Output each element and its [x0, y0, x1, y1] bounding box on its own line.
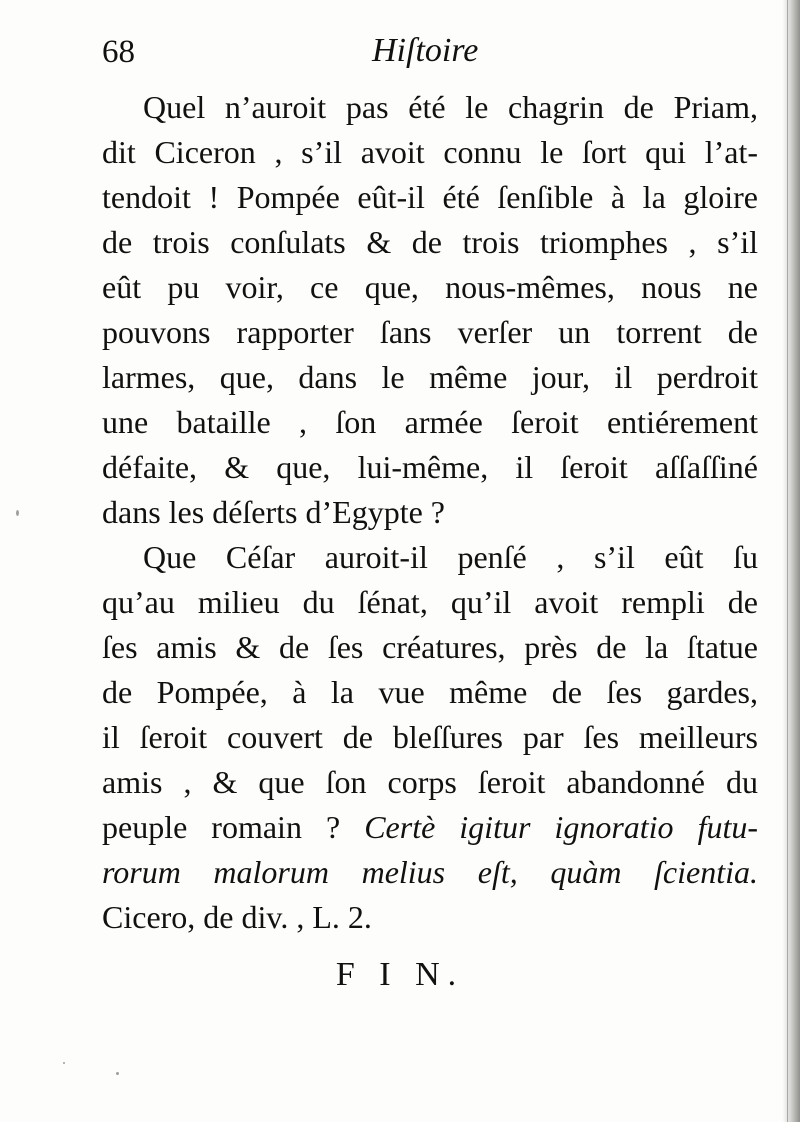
latin-quotation: Certè igitur ignoratio futu- — [364, 809, 759, 845]
ink-speck — [16, 510, 19, 516]
roman-text: peuple romain ? — [102, 809, 365, 845]
ink-speck — [63, 1062, 65, 1064]
ink-speck — [116, 1072, 119, 1075]
text-line: pouvons rapporter ſans verſer un torrent de — [102, 314, 758, 350]
body-text — [102, 85, 758, 940]
text-line: ſes amis & de ſes créatures, près de la ſtatue — [102, 629, 758, 665]
text-line: Quel n’auroit pas été le chagrin de Priam, — [143, 89, 758, 125]
text-line: il ſeroit couvert de bleſſures par ſes meilleurs — [102, 719, 758, 755]
running-title: Hiſtoire — [372, 32, 479, 69]
latin-quotation-end: rorum malorum melius eſt, quàm ſcientia. — [102, 854, 758, 890]
mixed-text-line — [102, 805, 758, 850]
paragraph-1 — [102, 85, 758, 535]
fin-marker: F I N. — [335, 956, 465, 993]
text-line: larmes, que, dans le même jour, il perdroit — [102, 359, 758, 395]
text-line: de trois conſulats & de trois triomphes , s’il — [102, 224, 758, 260]
text-line: défaite, & que, lui-même, il ſeroit aſſaſſiné — [102, 449, 758, 485]
text-line: qu’au milieu du ſénat, qu’il avoit rempli de — [102, 584, 758, 620]
text-line: une bataille , ſon armée ſeroit entiérement — [102, 404, 758, 440]
page-number: 68 — [102, 34, 135, 70]
text-line: amis , & que ſon corps ſeroit abandonné du — [102, 764, 758, 800]
citation-line: Cicero, de div. , L. 2. — [102, 899, 372, 935]
italic-text-line — [102, 850, 758, 895]
text-line: tendoit ! Pompée eût-il été ſenſible à la gloire — [102, 179, 758, 215]
text-line: de Pompée, à la vue même de ſes gardes, — [102, 674, 758, 710]
page-header — [102, 30, 762, 80]
text-line: dit Ciceron , s’il avoit connu le ſort qui l’at- — [102, 134, 758, 170]
text-line: Que Céſar auroit-il penſé , s’il eût ſu — [143, 539, 758, 575]
text-line: eût pu voir, ce que, nous-mêmes, nous ne — [102, 269, 758, 305]
paragraph-2 — [102, 535, 758, 940]
text-line: dans les déſerts d’Egypte ? — [102, 494, 445, 530]
